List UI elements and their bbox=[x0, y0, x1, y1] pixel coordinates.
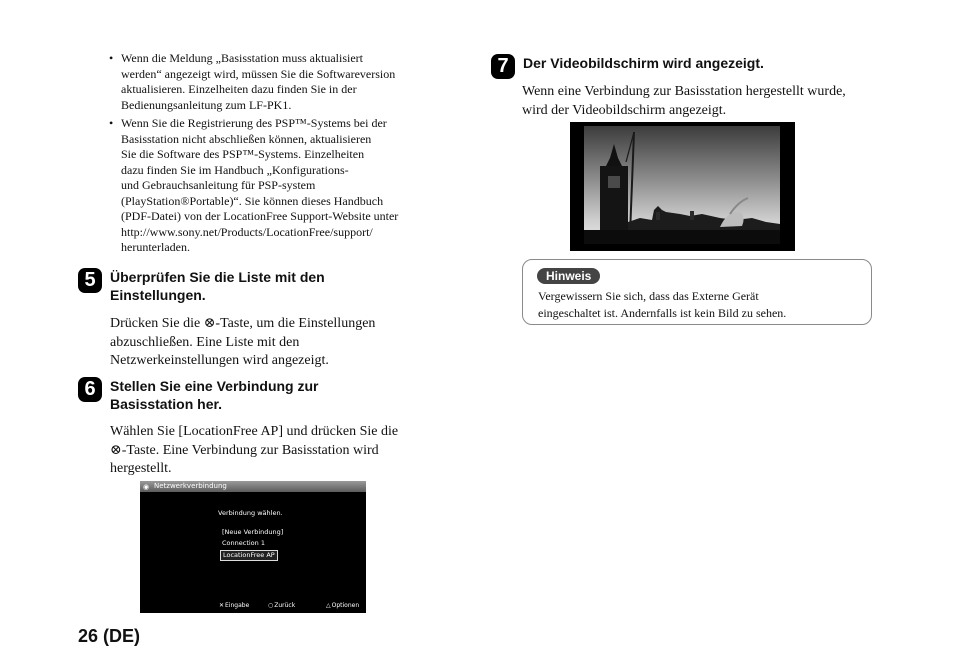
psp-title-bar: ◉ Netzwerkverbindung bbox=[140, 481, 366, 492]
psp-option-new-connection[interactable]: [Neue Verbindung] bbox=[222, 528, 284, 536]
psp-prompt: Verbindung wählen. bbox=[218, 509, 283, 517]
psp-network-screenshot bbox=[140, 481, 366, 613]
step-heading: Stellen Sie eine Verbindung zur Basisstation her. bbox=[110, 378, 319, 412]
triangle-button-icon: △ bbox=[326, 602, 331, 609]
step-7-body: Wenn eine Verbindung zur Basisstation hergestellt wurde, wird der Videobildschirm angezeigt. bbox=[522, 84, 846, 118]
note-item: • Wenn die Meldung „Basisstation muss aktualisiert werden“ angezeigt wird, müssen Sie die Softwareversion aktualisieren. Einzelheiten dazu finden Sie in der Bedienungsanleitung zum LF-PK1. bbox=[108, 51, 434, 113]
london-skyline-photo bbox=[570, 122, 795, 251]
psp-footer-enter: ✕Eingabe bbox=[219, 602, 250, 609]
step-6-body: Wählen Sie [LocationFree AP] und drücken Sie die ⊗-Taste. Eine Verbindung zur Basisstation wird hergestellt. bbox=[110, 424, 399, 476]
psp-option-connection-1[interactable]: Connection 1 bbox=[222, 539, 265, 547]
psp-footer-options: △Optionen bbox=[326, 602, 360, 609]
step-number-badge: 7 bbox=[491, 54, 515, 79]
cross-button-icon: ✕ bbox=[219, 602, 225, 609]
note-item: • Wenn Sie die Registrierung des PSP™-Systems bei der Basisstation nicht abschließen können, aktualisieren Sie die Software des PSP™-Systems. Einzelheiten dazu finden Sie im Handbuch „Konfigurations- und Gebrauchsanleitung für PSP-system (PlayStation®Portable)“. Sie können dieses Handbuch (PDF-Datei) von der LocationFree Support-Website unter http://www.sony.net/Products/LocationFree/support/ herunterladen. bbox=[108, 116, 434, 256]
step-5-body: Drücken Sie die ⊗-Taste, um die Einstellungen abzuschließen. Eine Liste mit den Netzwerkeinstellungen wird angezeigt. bbox=[110, 316, 376, 368]
note-list bbox=[108, 51, 434, 259]
video-screen-image bbox=[570, 122, 795, 251]
circle-button-icon: ○ bbox=[268, 602, 274, 609]
step-heading: Überprüfen Sie die Liste mit den Einstellungen. bbox=[110, 269, 325, 303]
network-icon: ◉ bbox=[143, 483, 150, 491]
hint-label: Hinweis bbox=[537, 268, 600, 284]
page-number: 26 (DE) bbox=[78, 626, 141, 646]
psp-footer-back: ○Zurück bbox=[268, 602, 296, 609]
step-number-badge: 5 bbox=[78, 268, 102, 293]
hint-box bbox=[522, 259, 872, 325]
step-number-badge: 6 bbox=[78, 377, 102, 402]
step-heading: Der Videobildschirm wird angezeigt. bbox=[523, 55, 764, 71]
psp-option-locationfree-ap[interactable]: LocationFree AP bbox=[220, 550, 278, 561]
hint-text: Vergewissern Sie sich, dass das Externe Gerät eingeschaltet ist. Andernfalls ist kein Bild zu sehen. bbox=[538, 289, 787, 320]
